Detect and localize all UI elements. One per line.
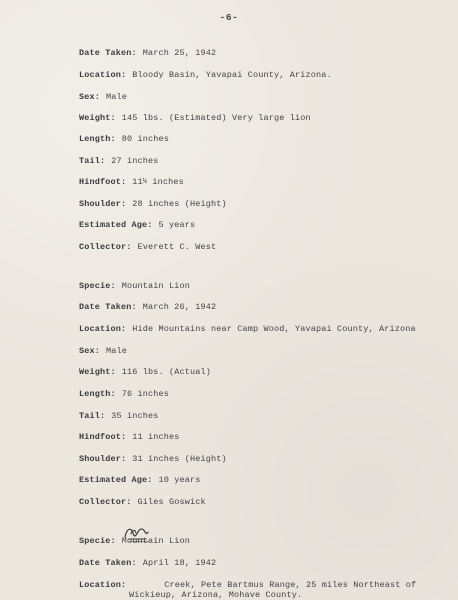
record-2-location-line (79, 324, 416, 334)
record-2-hindfoot-line (79, 432, 180, 442)
record-1-weight-label: Weight: (79, 113, 116, 123)
record-2-collector-line (79, 497, 206, 507)
record-1-shoulder-line (79, 199, 227, 209)
record-2-sex-line (79, 346, 127, 356)
record-1-sex-line (79, 92, 127, 102)
record-1-location-label: Location: (79, 70, 127, 80)
record-2-age-value: 10 years (158, 475, 201, 485)
record-3-location-line-1 (79, 580, 416, 590)
record-1-weight-value: 145 lbs. (Estimated) Very large lion (121, 113, 311, 123)
record-2-date-value: March 26, 1942 (142, 302, 217, 312)
record-1-shoulder-value: 28 inches (Height) (132, 199, 227, 209)
record-2-tail-label: Tail: (79, 411, 106, 421)
record-1-collector-line (79, 242, 216, 252)
record-2-hindfoot-label: Hindfoot: (79, 432, 127, 442)
record-2-weight-label: Weight: (79, 367, 116, 377)
record-3-date-label: Date Taken: (79, 558, 137, 568)
record-3-species-label: Specie: (79, 536, 116, 546)
record-2-tail-value: 35 inches (111, 411, 159, 421)
record-3-location-value-line2: Wickieup, Arizona, Mohave County. (129, 590, 303, 600)
record-1-tail-label: Tail: (79, 156, 106, 166)
record-1-hindfoot-fraction: ½ (142, 178, 148, 186)
record-2-location-value: Hide Mountains near Camp Wood, Yavapai County, Arizona (132, 324, 416, 334)
record-2-age-line (79, 475, 201, 485)
record-1-collector-label: Collector: (79, 242, 132, 252)
record-2-tail-line (79, 411, 159, 421)
record-1-hindfoot-line (79, 177, 184, 187)
record-1-tail-line (79, 156, 159, 166)
handwritten-correction-mark (122, 524, 150, 542)
record-3-species-value: Mountain Lion (121, 536, 191, 546)
record-2-shoulder-line (79, 454, 227, 464)
record-2-shoulder-label: Shoulder: (79, 454, 127, 464)
record-1-location-line (79, 70, 332, 80)
record-2-location-label: Location: (79, 324, 127, 334)
record-1-age-label: Estimated Age: (79, 220, 153, 230)
record-2-hindfoot-value: 11 inches (132, 432, 180, 442)
record-1-weight-line (79, 113, 311, 123)
record-1-sex-value: Male (106, 92, 128, 102)
record-2-collector-label: Collector: (79, 497, 132, 507)
record-2-length-value: 76 inches (121, 389, 170, 399)
record-3-location-label: Location: (79, 580, 127, 590)
record-2-shoulder-value: 31 inches (Height) (132, 454, 227, 464)
record-1-collector-value: Everett C. West (137, 242, 217, 252)
record-1-hindfoot-value (132, 177, 184, 187)
record-3-location-line-2 (129, 590, 302, 600)
record-1-date-label: Date Taken: (79, 48, 137, 58)
record-1-length-label: Length: (79, 134, 116, 144)
record-2-weight-value: 116 lbs. (Actual) (121, 367, 212, 377)
record-1-hindfoot-tail: inches (147, 177, 184, 187)
record-1-age-value: 5 years (158, 220, 196, 230)
record-1-hindfoot-label: Hindfoot: (79, 177, 127, 187)
record-3-location-value-line1: Creek, Pete Bartmus Range, 25 miles Northeast of (164, 580, 417, 590)
record-3-date-line (79, 558, 216, 568)
record-1-shoulder-label: Shoulder: (79, 199, 127, 209)
record-1-age-line (79, 220, 195, 230)
overstrike-mark (129, 541, 149, 542)
record-2-age-label: Estimated Age: (79, 475, 153, 485)
record-1-sex-label: Sex: (79, 92, 101, 102)
record-2-date-line (79, 302, 216, 312)
record-1-length-value: 80 inches (121, 134, 170, 144)
record-2-date-label: Date Taken: (79, 302, 137, 312)
record-1-length-line (79, 134, 169, 144)
record-2-sex-label: Sex: (79, 346, 101, 356)
record-1-date-line (79, 48, 216, 58)
record-1-hindfoot-main: 11 (132, 177, 143, 187)
page-number: -6- (219, 12, 239, 23)
record-2-species-label: Specie: (79, 281, 116, 291)
record-3-date-value: April 18, 1942 (142, 558, 217, 568)
record-1-date-value: March 25, 1942 (142, 48, 217, 58)
record-2-species-line (79, 281, 190, 291)
record-1-location-value: Bloody Basin, Yavapai County, Arizona. (132, 70, 332, 80)
record-2-length-line (79, 389, 169, 399)
record-2-weight-line (79, 367, 211, 377)
record-2-sex-value: Male (106, 346, 128, 356)
record-1-tail-value: 27 inches (111, 156, 159, 166)
record-2-length-label: Length: (79, 389, 116, 399)
record-2-collector-value: Giles Goswick (137, 497, 206, 507)
record-2-species-value: Mountain Lion (121, 281, 191, 291)
